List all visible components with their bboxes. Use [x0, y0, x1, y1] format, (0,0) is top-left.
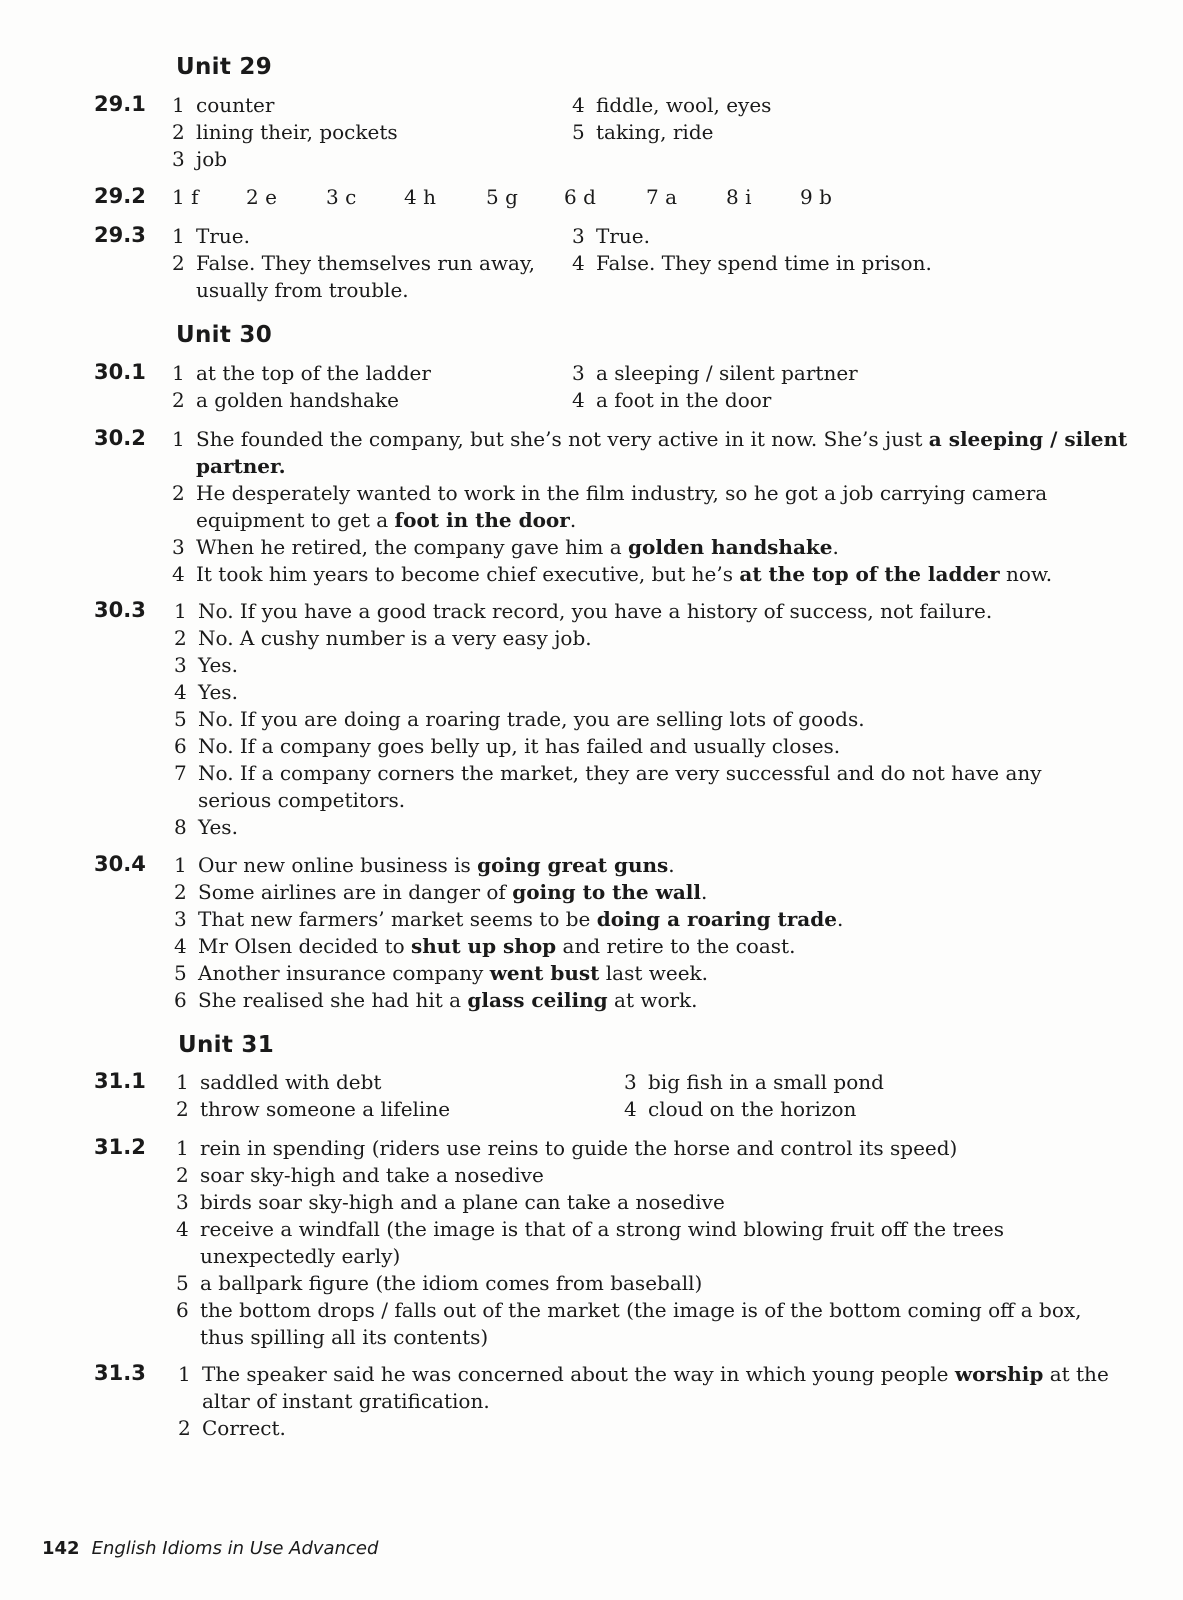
match-pair: 2 e — [246, 185, 277, 209]
exercise-number: 31.1 — [94, 1069, 146, 1093]
match-pair: 3 c — [326, 185, 357, 209]
answer-item: 5 taking, ride — [572, 120, 714, 144]
answer-item: 1 True. — [172, 224, 250, 248]
answer-item: 1 at the top of the ladder — [172, 361, 431, 385]
exercise-number: 31.2 — [94, 1135, 146, 1159]
exercise-number: 29.1 — [94, 92, 146, 116]
answer-item: 2 No. A cushy number is a very easy job. — [174, 626, 592, 650]
answer-continuation: partner. — [196, 454, 286, 478]
answer-item: 6 the bottom drops / falls out of the market (the image is of the bottom coming off a box, — [176, 1298, 1082, 1322]
exercise-number: 30.4 — [94, 852, 146, 876]
answer-item: 3 birds soar sky-high and a plane can take a nosedive — [176, 1190, 725, 1214]
answer-item: 2 Some airlines are in danger of going to the wall. — [174, 880, 708, 904]
answer-item: 3 That new farmers’ market seems to be doing a roaring trade. — [174, 907, 844, 931]
match-pair: 4 h — [404, 185, 436, 209]
answer-item: 5 Another insurance company went bust last week. — [174, 961, 709, 985]
answer-item: 1 rein in spending (riders use reins to guide the horse and control its speed) — [176, 1136, 958, 1160]
answer-continuation: equipment to get a foot in the door. — [196, 508, 577, 532]
answer-continuation: unexpectedly early) — [200, 1244, 401, 1268]
answer-item: 2 a golden handshake — [172, 388, 399, 412]
exercise-number: 30.2 — [94, 426, 146, 450]
answer-item: 6 No. If a company goes belly up, it has failed and usually closes. — [174, 734, 841, 758]
exercise-number: 29.2 — [94, 184, 146, 208]
unit-30-title: Unit 30 — [176, 322, 273, 348]
match-pair: 9 b — [800, 185, 832, 209]
answer-item: 2 He desperately wanted to work in the film industry, so he got a job carrying camera — [172, 481, 1048, 505]
answer-item: 1 She founded the company, but she’s not very active in it now. She’s just a sleeping / silent — [172, 427, 1128, 451]
match-pair: 6 d — [564, 185, 596, 209]
answer-item: 2 throw someone a lifeline — [176, 1097, 451, 1121]
match-pair: 1 f — [172, 185, 199, 209]
answer-item: 4 It took him years to become chief executive, but he’s at the top of the ladder now. — [172, 562, 1053, 586]
answer-item: 7 No. If a company corners the market, they are very successful and do not have any — [174, 761, 1042, 785]
answer-item: 1 The speaker said he was concerned about the way in which young people worship at the — [178, 1362, 1109, 1386]
answer-item: 6 She realised she had hit a glass ceiling at work. — [174, 988, 698, 1012]
exercise-number: 29.3 — [94, 223, 146, 247]
answer-item: 4 receive a windfall (the image is that of a strong wind blowing fruit off the trees — [176, 1217, 1004, 1241]
answer-continuation: usually from trouble. — [196, 278, 409, 302]
answer-item: 4 Yes. — [174, 680, 238, 704]
answer-item: 2 soar sky-high and take a nosedive — [176, 1163, 544, 1187]
answer-continuation: altar of instant gratification. — [202, 1389, 490, 1413]
match-pair: 8 i — [726, 185, 752, 209]
answer-continuation: thus spilling all its contents) — [200, 1325, 489, 1349]
answer-item: 4 a foot in the door — [572, 388, 772, 412]
answer-item: 5 a ballpark figure (the idiom comes from baseball) — [176, 1271, 703, 1295]
answer-item: 2 Correct. — [178, 1416, 286, 1440]
answer-item: 3 a sleeping / silent partner — [572, 361, 858, 385]
answer-item: 1 No. If you have a good track record, you have a history of success, not failure. — [174, 599, 993, 623]
answer-item: 3 big fish in a small pond — [624, 1070, 884, 1094]
answer-item: 3 True. — [572, 224, 650, 248]
page-number: 142 — [42, 1538, 80, 1559]
page-footer — [42, 1538, 378, 1559]
answer-item: 4 Mr Olsen decided to shut up shop and retire to the coast. — [174, 934, 796, 958]
answer-item: 2 lining their, pockets — [172, 120, 398, 144]
answer-item: 1 Our new online business is going great guns. — [174, 853, 675, 877]
answer-item: 2 False. They themselves run away, — [172, 251, 535, 275]
unit-29-title: Unit 29 — [176, 54, 273, 80]
answer-item: 1 counter — [172, 93, 275, 117]
book-title: English Idioms in Use Advanced — [91, 1538, 379, 1559]
match-pair: 5 g — [486, 185, 518, 209]
answer-continuation: serious competitors. — [198, 788, 406, 812]
exercise-number: 30.3 — [94, 598, 146, 622]
answer-item: 3 job — [172, 147, 228, 171]
answer-item: 8 Yes. — [174, 815, 238, 839]
exercise-number: 31.3 — [94, 1361, 146, 1385]
answer-item: 4 cloud on the horizon — [624, 1097, 857, 1121]
exercise-number: 30.1 — [94, 360, 146, 384]
answer-item: 1 saddled with debt — [176, 1070, 382, 1094]
answer-item: 3 Yes. — [174, 653, 238, 677]
answer-item: 4 fiddle, wool, eyes — [572, 93, 772, 117]
unit-31-title: Unit 31 — [178, 1032, 275, 1058]
answer-item: 5 No. If you are doing a roaring trade, you are selling lots of goods. — [174, 707, 865, 731]
answer-item: 4 False. They spend time in prison. — [572, 251, 932, 275]
answer-item: 3 When he retired, the company gave him a golden handshake. — [172, 535, 839, 559]
match-pair: 7 a — [646, 185, 678, 209]
